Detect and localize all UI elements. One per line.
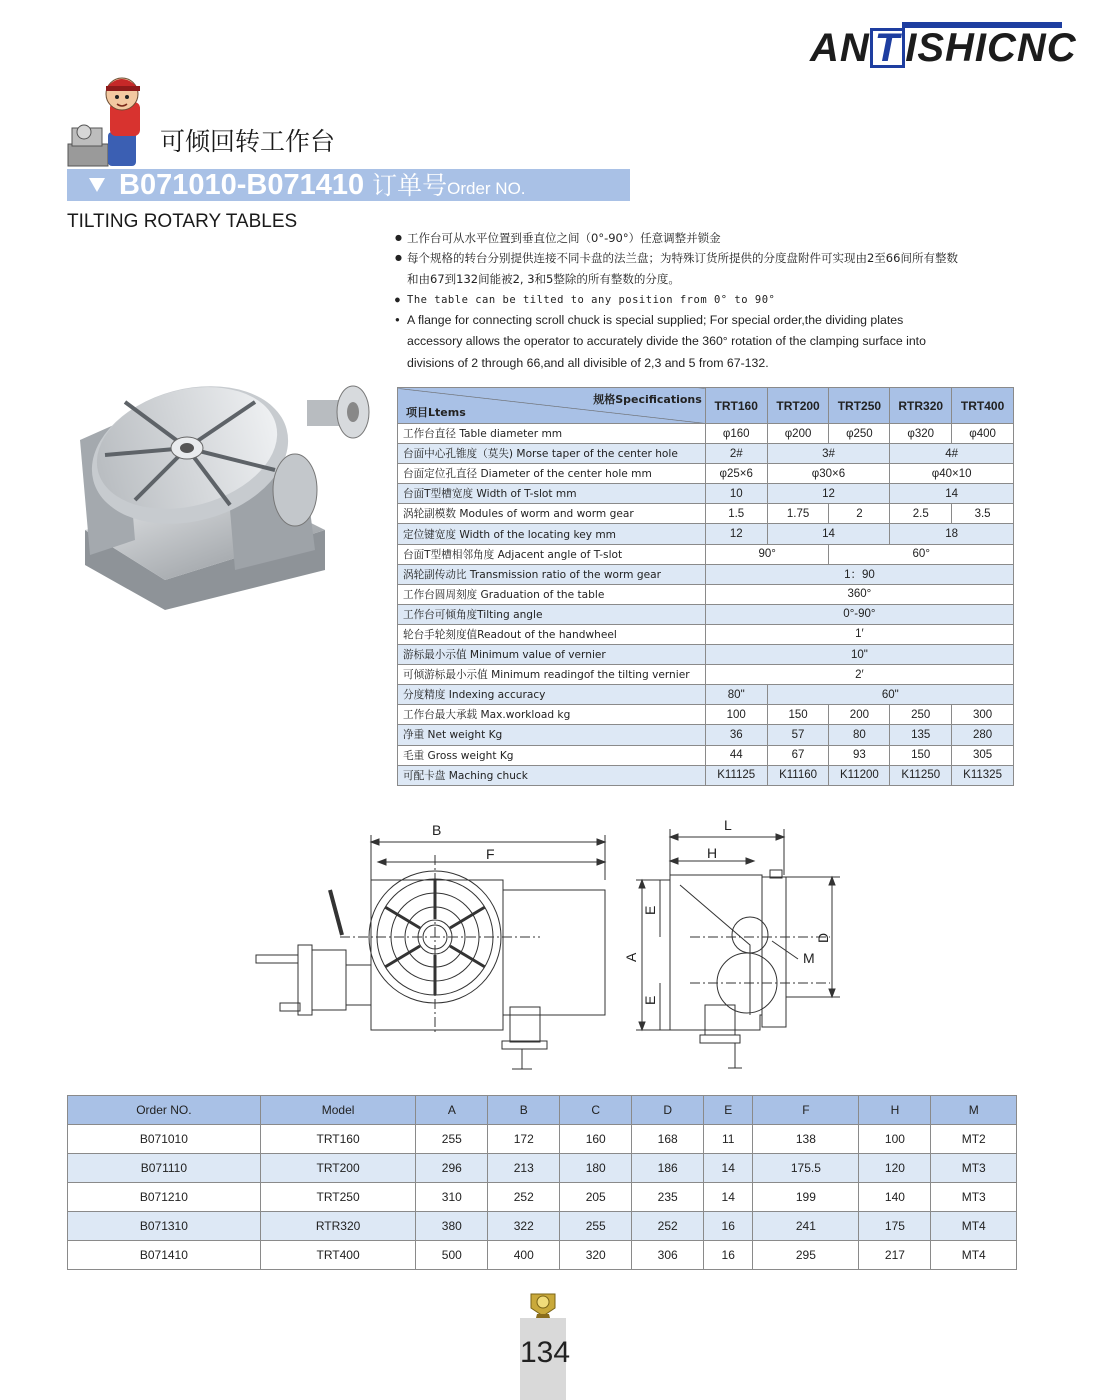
spec-cell: 250 <box>890 705 952 725</box>
spec-row <box>398 544 1014 564</box>
mascot-illustration <box>66 70 150 170</box>
side-view-drawing <box>636 829 840 1068</box>
feature-bullet: ● 每个规格的转台分别提供连接不同卡盘的法兰盘；为特殊订货所提供的分度盘附件可实现由2至66间所有整数 <box>395 248 1020 268</box>
spec-row <box>398 464 1014 484</box>
dim-label-d: D <box>815 932 831 943</box>
dimension-cell: 252 <box>488 1183 560 1212</box>
spec-cell: φ40×10 <box>890 464 1014 484</box>
dimension-cell: 14 <box>704 1183 753 1212</box>
dimension-cell: 380 <box>416 1212 488 1241</box>
dimension-cell: 400 <box>488 1241 560 1270</box>
technical-drawings <box>250 815 850 1080</box>
dimension-cell: 14 <box>704 1154 753 1183</box>
dimension-cell: 306 <box>632 1241 704 1270</box>
feature-bullet: ● The table can be tilted to any position from 0° to 90° <box>395 290 1020 310</box>
spec-cell: φ320 <box>890 424 952 444</box>
dim-label-b: B <box>432 822 442 838</box>
dimension-cell: 160 <box>560 1125 632 1154</box>
spec-body <box>398 424 1014 786</box>
spec-row-label: 涡轮副模数 Modules of worm and worm gear <box>398 504 706 524</box>
spec-cell: φ25×6 <box>705 464 767 484</box>
spec-row <box>398 584 1014 604</box>
spec-cell: 18 <box>890 524 1014 544</box>
spec-row <box>398 524 1014 544</box>
spec-row <box>398 504 1014 524</box>
brand-boxed-letter: T <box>870 28 905 68</box>
spec-cell: 93 <box>829 745 890 765</box>
dimension-header-cell: F <box>753 1096 859 1125</box>
spec-row <box>398 484 1014 504</box>
spec-row-label: 工作台最大承载 Max.workload kg <box>398 705 706 725</box>
dimension-cell: 11 <box>704 1125 753 1154</box>
dimension-header-cell: H <box>859 1096 931 1125</box>
spec-cell: 135 <box>890 725 952 745</box>
spec-cell: 2 <box>829 504 890 524</box>
spec-cell: 57 <box>767 725 829 745</box>
spec-cell: 10 <box>705 484 767 504</box>
spec-cell: 10" <box>705 645 1013 665</box>
dim-label-e1: E <box>642 905 658 915</box>
dim-label-l: L <box>724 817 732 833</box>
dim-label-a: A <box>623 952 639 962</box>
dimension-row <box>68 1212 1017 1241</box>
spec-row-label: 台面T型槽宽度 Width of T-slot mm <box>398 484 706 504</box>
spec-cell: 4# <box>890 444 1014 464</box>
spec-row <box>398 604 1014 624</box>
dimension-cell: B071310 <box>68 1212 261 1241</box>
dimension-cell: 500 <box>416 1241 488 1270</box>
dimension-cell: TRT400 <box>260 1241 416 1270</box>
dimension-cell: MT4 <box>931 1241 1017 1270</box>
dimension-row <box>68 1183 1017 1212</box>
dimension-cell: 320 <box>560 1241 632 1270</box>
dimension-cell: 235 <box>632 1183 704 1212</box>
spec-cell: φ200 <box>767 424 829 444</box>
spec-row-label: 定位键宽度 Width of the locating key mm <box>398 524 706 544</box>
dimension-cell: B071110 <box>68 1154 261 1183</box>
dimension-cell: 255 <box>416 1125 488 1154</box>
spec-cell: φ160 <box>705 424 767 444</box>
dimension-cell: TRT250 <box>260 1183 416 1212</box>
dimension-cell: 296 <box>416 1154 488 1183</box>
spec-model-header: TRT200 <box>767 388 829 424</box>
spec-cell: 67 <box>767 745 829 765</box>
dimension-cell: 180 <box>560 1154 632 1183</box>
order-code-range: B071010-B071410 <box>119 169 365 201</box>
spec-cell: 0°-90° <box>705 604 1013 624</box>
spec-row-label: 游标最小示值 Minimum value of vernier <box>398 645 706 665</box>
spec-row-label: 台面中心孔锥度（莫失) Morse taper of the center hole <box>398 444 706 464</box>
order-label-en: Order NO. <box>447 179 526 198</box>
spec-cell: 150 <box>767 705 829 725</box>
dimension-cell: 205 <box>560 1183 632 1212</box>
dimension-cell: 295 <box>753 1241 859 1270</box>
dimension-cell: MT2 <box>931 1125 1017 1154</box>
dimension-cell: MT3 <box>931 1154 1017 1183</box>
spec-cell: 1：90 <box>705 564 1013 584</box>
dimension-cell: 175 <box>859 1212 931 1241</box>
spec-row <box>398 645 1014 665</box>
dimension-cell: 217 <box>859 1241 931 1270</box>
dim-label-e2: E <box>642 995 658 1005</box>
spec-cell: 44 <box>705 745 767 765</box>
dimension-header-cell: B <box>488 1096 560 1125</box>
spec-model-header: TRT250 <box>829 388 890 424</box>
spec-cell: K11160 <box>767 765 829 785</box>
spec-cell: 14 <box>767 524 890 544</box>
dimension-table <box>67 1095 1017 1270</box>
spec-header-spec: 规格Specifications <box>593 393 702 406</box>
brand-logo <box>810 22 1077 70</box>
spec-cell: 80 <box>829 725 890 745</box>
dimension-row <box>68 1241 1017 1270</box>
spec-row <box>398 444 1014 464</box>
spec-cell: K11125 <box>705 765 767 785</box>
spec-header-item: 项目Ltems <box>406 406 466 419</box>
dimension-cell: 16 <box>704 1241 753 1270</box>
dimension-header-cell: C <box>560 1096 632 1125</box>
brand-text <box>810 26 1077 71</box>
spec-cell: 3# <box>767 444 890 464</box>
spec-cell: 1.75 <box>767 504 829 524</box>
dimension-row <box>68 1125 1017 1154</box>
product-photo <box>75 380 375 610</box>
dimension-cell: TRT160 <box>260 1125 416 1154</box>
spec-cell: 1′ <box>705 624 1013 644</box>
spec-row <box>398 624 1014 644</box>
spec-cell: 90° <box>705 544 829 564</box>
spec-cell: 300 <box>952 705 1014 725</box>
dimension-cell: 100 <box>859 1125 931 1154</box>
dimension-header-cell: A <box>416 1096 488 1125</box>
spec-row <box>398 424 1014 444</box>
spec-cell: 60° <box>829 544 1014 564</box>
dimension-header-row <box>68 1096 1017 1125</box>
spec-cell: 12 <box>705 524 767 544</box>
dimension-header-cell: D <box>632 1096 704 1125</box>
dimension-cell: 138 <box>753 1125 859 1154</box>
spec-cell: 12 <box>767 484 890 504</box>
spec-cell: 100 <box>705 705 767 725</box>
dimension-cell: 140 <box>859 1183 931 1212</box>
spec-model-header: TRT400 <box>952 388 1014 424</box>
dimension-cell: TRT200 <box>260 1154 416 1183</box>
dimension-cell: 186 <box>632 1154 704 1183</box>
spec-cell: 200 <box>829 705 890 725</box>
order-label-cn: 订单号 <box>372 171 448 200</box>
spec-row-label: 毛重 Gross weight Kg <box>398 745 706 765</box>
spec-cell: 2# <box>705 444 767 464</box>
spec-row <box>398 725 1014 745</box>
spec-cell: 36 <box>705 725 767 745</box>
spec-cell: φ30×6 <box>767 464 890 484</box>
dimension-header-cell: E <box>704 1096 753 1125</box>
page-ribbon <box>520 1318 571 1400</box>
dimension-cell: RTR320 <box>260 1212 416 1241</box>
spec-cell: 2.5 <box>890 504 952 524</box>
spec-cell: 305 <box>952 745 1014 765</box>
dimension-header-cell: Model <box>260 1096 416 1125</box>
spec-row <box>398 765 1014 785</box>
order-banner <box>67 169 630 201</box>
title-chinese: 可倾回转工作台 <box>160 127 336 156</box>
spec-header-diagonal <box>398 388 706 424</box>
spec-row <box>398 745 1014 765</box>
spec-row-label: 可倾游标最小示值 Minimum readingof the tilting vernier <box>398 665 706 685</box>
spec-cell: 150 <box>890 745 952 765</box>
spec-row <box>398 705 1014 725</box>
title-english: TILTING ROTARY TABLES <box>67 211 298 232</box>
feature-continuation: 和由67到132间能被2, 3和5整除的所有整数的分度。 <box>407 272 680 286</box>
spec-row-label: 工作台可倾角度Tilting angle <box>398 604 706 624</box>
feature-bullet: ● 工作台可从水平位置到垂直位之间（0°-90°）任意调整并锁金 <box>395 228 1020 248</box>
feature-bullet: ● A flange for connecting scroll chuck is special supplied; For special order,the dividing plates <box>395 310 1020 330</box>
feature-continuation: accessory allows the operator to accurately divide the 360° rotation of the clamping surface into <box>407 334 926 348</box>
spec-row-label: 工作台圆周刻度 Graduation of the table <box>398 584 706 604</box>
spec-row <box>398 564 1014 584</box>
dimension-cell: MT3 <box>931 1183 1017 1212</box>
dimension-cell: 168 <box>632 1125 704 1154</box>
dim-label-m: M <box>803 950 815 966</box>
dimension-cell: B071210 <box>68 1183 261 1212</box>
spec-row-label: 台面定位孔直径 Diameter of the center hole mm <box>398 464 706 484</box>
dimension-header-cell: Order NO. <box>68 1096 261 1125</box>
spec-cell: 2′ <box>705 665 1013 685</box>
spec-row-label: 轮台手轮刻度值Readout of the handwheel <box>398 624 706 644</box>
spec-table <box>397 387 1014 786</box>
dimension-cell: 252 <box>632 1212 704 1241</box>
spec-row-label: 涡轮副传动比 Transmission ratio of the worm gear <box>398 564 706 584</box>
order-code <box>119 169 526 205</box>
page-number: 134 <box>520 1336 571 1369</box>
dimension-cell: 172 <box>488 1125 560 1154</box>
dimension-cell: 16 <box>704 1212 753 1241</box>
dimension-row <box>68 1154 1017 1183</box>
spec-row-label: 台面T型槽相邻角度 Adjacent angle of T-slot <box>398 544 706 564</box>
dimension-body <box>68 1125 1017 1270</box>
spec-row-label: 净重 Net weight Kg <box>398 725 706 745</box>
triangle-down-icon <box>89 178 105 192</box>
spec-row-label: 可配卡盘 Maching chuck <box>398 765 706 785</box>
dimension-cell: 175.5 <box>753 1154 859 1183</box>
brand-post: ISHICNC <box>905 26 1077 70</box>
dimension-cell: B071010 <box>68 1125 261 1154</box>
dimension-header-cell: M <box>931 1096 1017 1125</box>
spec-cell: K11200 <box>829 765 890 785</box>
dimension-cell: B071410 <box>68 1241 261 1270</box>
spec-cell: 3.5 <box>952 504 1014 524</box>
dimension-cell: 310 <box>416 1183 488 1212</box>
spec-model-header: TRT160 <box>705 388 767 424</box>
spec-cell: 14 <box>890 484 1014 504</box>
spec-cell: 80" <box>705 685 767 705</box>
spec-cell: K11325 <box>952 765 1014 785</box>
spec-cell: φ250 <box>829 424 890 444</box>
dimension-cell: 120 <box>859 1154 931 1183</box>
feature-continuation: divisions of 2 through 66,and all divisible of 2,3 and 5 from 67-132. <box>407 356 769 370</box>
spec-row-label: 分度精度 Indexing accuracy <box>398 685 706 705</box>
spec-header-row <box>398 388 1014 424</box>
spec-cell: K11250 <box>890 765 952 785</box>
dimension-cell: MT4 <box>931 1212 1017 1241</box>
dimension-cell: 241 <box>753 1212 859 1241</box>
dimension-cell: 199 <box>753 1183 859 1212</box>
spec-cell: 1.5 <box>705 504 767 524</box>
spec-row-label: 工作台直径 Table diameter mm <box>398 424 706 444</box>
brand-pre: AN <box>810 26 870 70</box>
spec-cell: 60" <box>767 685 1013 705</box>
spec-model-header: RTR320 <box>890 388 952 424</box>
feature-list <box>395 228 1020 374</box>
spec-cell: 280 <box>952 725 1014 745</box>
dim-label-f: F <box>486 846 495 862</box>
dim-label-h: H <box>707 845 718 861</box>
dimension-cell: 255 <box>560 1212 632 1241</box>
spec-row <box>398 685 1014 705</box>
spec-row <box>398 665 1014 685</box>
dimension-cell: 322 <box>488 1212 560 1241</box>
dimension-cell: 213 <box>488 1154 560 1183</box>
spec-cell: 360° <box>705 584 1013 604</box>
spec-cell: φ400 <box>952 424 1014 444</box>
front-view-drawing <box>256 835 605 1069</box>
